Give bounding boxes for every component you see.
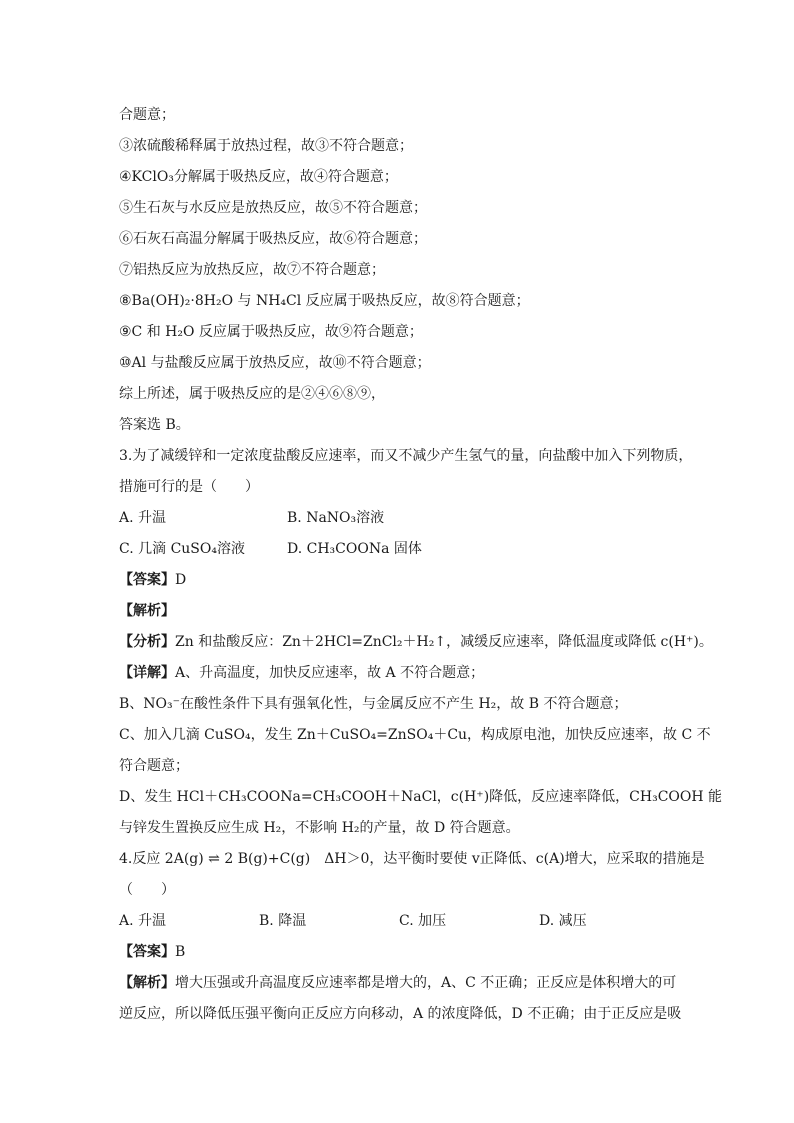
text-line: 合题意； <box>119 107 175 123</box>
question-3-analysis-label <box>119 596 679 627</box>
fenxi-label: 【分析】 <box>119 634 175 650</box>
analysis-label: 【解析】 <box>119 603 175 619</box>
question-3-options-row-1 <box>119 503 679 534</box>
question-4-analysis <box>119 968 679 999</box>
document-body <box>119 100 723 1030</box>
question-3-c-line-cont: 符合题意； <box>119 758 189 774</box>
question-3-fenxi <box>119 627 713 658</box>
text-line: ④KClO₃分解属于吸热反应，故④符合题意； <box>119 169 398 185</box>
question-4-options <box>119 906 679 937</box>
answer-value: D <box>175 572 187 588</box>
question-3-answer <box>119 565 679 596</box>
option-b: B. NaNO₃溶液 <box>287 510 385 526</box>
xiangjie-label: 【详解】 <box>119 665 175 681</box>
question-3-b-line: B、NO₃⁻在酸性条件下具有强氧化性，与金属反应不产生 H₂，故 B 不符合题意； <box>119 696 628 712</box>
option-a: A. 升温 <box>119 913 167 929</box>
question-3-c-line: C、加入几滴 CuSO₄，发生 Zn＋CuSO₄=ZnSO₄＋Cu，构成原电池，加快反应速率，故 C 不 <box>119 727 711 743</box>
fenxi-text: Zn 和盐酸反应：Zn＋2HCl=ZnCl₂＋H₂↑，减缓反应速率，降低温度或降低 c(H⁺)。 <box>175 634 713 650</box>
question-3-xiangjie <box>119 658 679 689</box>
question-4-analysis-cont: 逆反应，所以降低压强平衡向正反应方向移动，A 的浓度降低，D 不正确；由于正反应是吸 <box>119 1006 682 1022</box>
text-line: ⑤生石灰与水反应是放热反应，故⑤不符合题意； <box>119 200 427 216</box>
question-4-answer <box>119 937 679 968</box>
question-3-d-line-cont: 与锌发生置换反应生成 H₂，不影响 H₂的产量，故 D 符合题意。 <box>119 820 520 836</box>
question-4-stem: 4.反应 2A(g) ⇌ 2 B(g)+C(g) ΔH＞0，达平衡时要使 v正降低、c(A)增大，应采取的措施是 <box>119 851 705 867</box>
question-3-stem-cont: 措施可行的是（ ） <box>119 479 259 495</box>
text-line: ⑨C 和 H₂O 反应属于吸热反应，故⑨符合题意； <box>119 324 423 340</box>
text-line: ⑧Ba(OH)₂·8H₂O 与 NH₄Cl 反应属于吸热反应，故⑧符合题意； <box>119 293 530 309</box>
text-line: 答案选 B。 <box>119 417 190 433</box>
answer-label: 【答案】 <box>119 944 175 960</box>
option-d: D. CH₃COONa 固体 <box>287 541 422 557</box>
answer-label: 【答案】 <box>119 572 175 588</box>
option-d: D. 减压 <box>539 913 587 929</box>
question-3-options-row-2 <box>119 534 679 565</box>
answer-value: B <box>175 944 186 960</box>
text-line: ⑩Al 与盐酸反应属于放热反应，故⑩不符合题意； <box>119 355 431 371</box>
text-line: 综上所述，属于吸热反应的是②④⑥⑧⑨， <box>119 386 385 402</box>
question-3-stem: 3.为了减缓锌和一定浓度盐酸反应速率，而又不减少产生氢气的量，向盐酸中加入下列物质， <box>119 448 693 464</box>
analysis-label: 【解析】 <box>119 975 175 991</box>
option-c: C. 加压 <box>399 913 447 929</box>
xiangjie-text: A、升高温度，加快反应速率，故 A 不符合题意； <box>175 665 485 681</box>
option-b: B. 降温 <box>259 913 307 929</box>
text-line: ⑦铝热反应为放热反应，故⑦不符合题意； <box>119 262 385 278</box>
option-a: A. 升温 <box>119 510 167 526</box>
text-line: ⑥石灰石高温分解属于吸热反应，故⑥符合题意； <box>119 231 427 247</box>
text-line: ③浓硫酸稀释属于放热过程，故③不符合题意； <box>119 138 413 154</box>
option-c: C. 几滴 CuSO₄溶液 <box>119 541 245 557</box>
question-3-d-line: D、发生 HCl＋CH₃COONa=CH₃COOH＋NaCl，c(H⁺)降低，反应速率降低，CH₃COOH 能 <box>119 789 723 805</box>
analysis-text: 增大压强或升高温度反应速率都是增大的，A、C 不正确；正反应是体积增大的可 <box>175 975 677 991</box>
question-4-stem-cont: （ ） <box>119 882 175 898</box>
